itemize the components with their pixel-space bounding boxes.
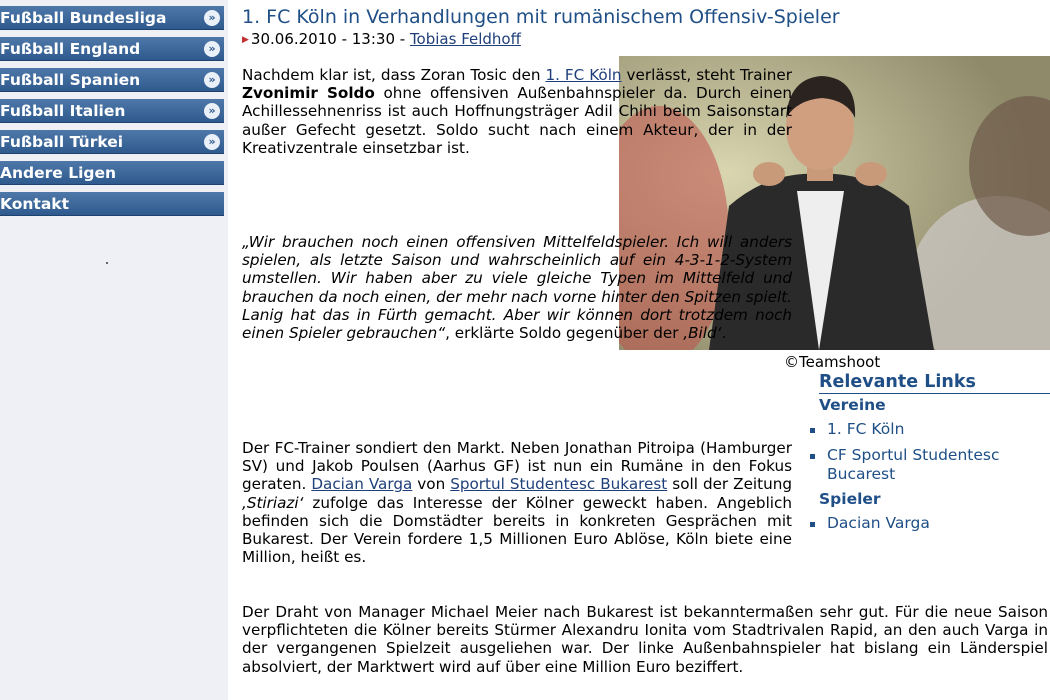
sidebar-nav	[0, 0, 228, 700]
article-quote-paragraph	[242, 233, 792, 342]
decorative-dot	[106, 262, 108, 264]
nav-item-andere-ligen[interactable]	[0, 161, 224, 185]
relevant-links-title: Relevante Links	[819, 372, 1050, 394]
article-title: 1. FC Köln in Verhandlungen mit rumänischem Offensiv-Spieler	[242, 6, 840, 28]
chevron-right-icon: »	[204, 103, 220, 119]
article-paragraph-1	[242, 66, 792, 157]
related-link-sportul-studentesc[interactable]	[819, 446, 1050, 484]
text-run: zufolge das Interesse der Kölner geweckt haben. Angeblich befinden sich die Domstädter bereits in konkreten Gesprächen mit Bukarest. Der Verein fordere 1,5 Millionen Euro Ablöse, Köln biete eine Million, heißt es.	[242, 493, 792, 567]
player-link-dacian-varga[interactable]: Dacian Varga	[311, 475, 413, 494]
photo-credit: ©Teamshoot	[784, 353, 881, 371]
nav-item-label: Andere Ligen	[0, 164, 117, 182]
chevron-right-icon: »	[204, 134, 220, 150]
coach-name: Zvonimir Soldo	[242, 84, 375, 103]
text-run: Der FC-Trainer sondiert den Markt. Neben Jonathan Pitroipa (Hamburger SV) und Jakob Poulsen (Aarhus GF) ist nun ein Rumäne in den Fokus geraten.	[242, 439, 792, 494]
chevron-right-icon: »	[204, 10, 220, 26]
text-run: verlässt, steht Trainer	[621, 66, 793, 84]
text-run: .	[721, 324, 727, 343]
related-link-fc-koeln[interactable]: 1. FC Köln	[819, 420, 1050, 439]
nav-item-tuerkei[interactable]	[0, 130, 224, 154]
article-datetime: 30.06.2010 - 13:30 -	[250, 30, 410, 48]
nav-item-spanien[interactable]	[0, 68, 224, 92]
newspaper-name: ‚Stiriazi‘	[242, 493, 304, 512]
article-paragraph-3	[242, 439, 792, 566]
nav-item-label: Fußball Türkei	[0, 133, 124, 151]
nav-item-bundesliga[interactable]	[0, 6, 224, 30]
text-run: Nachdem klar ist, dass Zoran Tosic den	[242, 66, 546, 84]
quote-text: „Wir brauchen noch einen offensiven Mittelfeldspieler. Ich will anders spielen, als letzte Saison und wahrscheinlich auf ein 4-3-1-2-System umstellen. Wir haben aber zu viele gleiche Typen im Mittelfeld und brauchen da noch einen, der mehr nach vorne hinter den Spitzen spielt. Lanig hat das in Fürth gemacht. Aber wir können dort trotzdem noch einen Spieler gebrauchen“	[242, 233, 792, 343]
links-group-heading-vereine: Vereine	[819, 396, 886, 414]
related-link-label: CF Sportul Studentesc Bucarest	[827, 446, 1000, 483]
quote-source: ‚Bild‘	[683, 324, 722, 343]
nav-item-label: Kontakt	[0, 195, 70, 213]
nav-item-label: Fußball Bundesliga	[0, 9, 167, 27]
club-link-sportul-studentesc[interactable]: Sportul Studentesc Bukarest	[450, 475, 668, 494]
article-paragraph-4: Der Draht von Manager Michael Meier nach Bukarest ist bekanntermaßen sehr gut. Für die neue Saison verpflichteten die Kölner bereits Stürmer Alexandru Ionita vom Stadtrivalen Rapid, an den auch Varga in der vergangenen Spielzeit ausgeliehen war. Der linke Außenbahnspieler hat bislang ein Länderspiel absolviert, der Marktwert wird auf über eine Million Euro beziffert.	[242, 603, 1048, 676]
author-link[interactable]: Tobias Feldhoff	[409, 30, 521, 48]
article-meta	[242, 30, 521, 48]
nav-item-italien[interactable]	[0, 99, 224, 123]
nav-item-kontakt[interactable]	[0, 192, 224, 216]
text-run: , erklärte Soldo gegenüber der	[445, 324, 684, 343]
nav-item-label: Fußball Spanien	[0, 71, 141, 89]
chevron-right-icon: »	[204, 72, 220, 88]
nav-item-label: Fußball Italien	[0, 102, 126, 120]
text-run: soll der Zeitung	[667, 475, 792, 494]
club-link-fc-koeln[interactable]: 1. FC Köln	[545, 66, 622, 84]
triangle-bullet-icon: ▶	[242, 34, 249, 45]
related-link-dacian-varga[interactable]: Dacian Varga	[819, 514, 1050, 533]
links-group-heading-spieler: Spieler	[819, 490, 881, 508]
text-run: von	[412, 475, 451, 494]
text-run: ohne offensiven Außenbahnspieler da. Durch einen Achillessehnenriss ist auch Hoffnungsträger Adil Chihi beim Saisonstart außer Gefecht gesetzt. Soldo sucht nach einem Akteur, der in der Kreativzentrale einsetzbar ist.	[242, 84, 792, 157]
relevant-links-box	[819, 372, 1050, 533]
chevron-right-icon: »	[204, 41, 220, 57]
nav-item-england[interactable]	[0, 37, 224, 61]
nav-item-label: Fußball England	[0, 40, 141, 58]
